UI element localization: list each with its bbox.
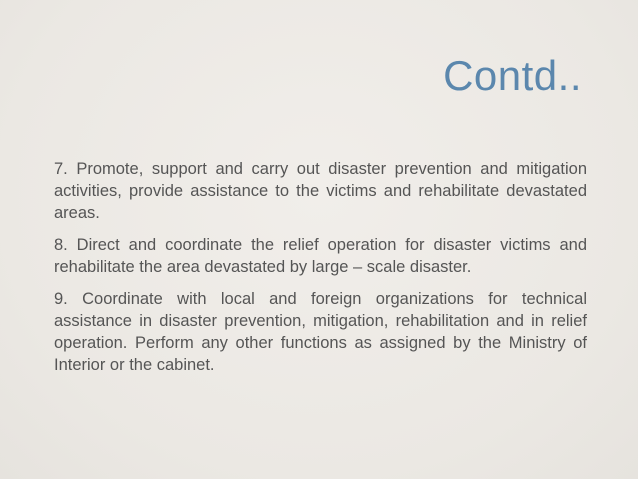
- slide-title: Contd..: [443, 52, 582, 99]
- slide-body: [54, 158, 587, 386]
- paragraph-8: 8. Direct and coordinate the relief operation for disaster victims and rehabilitate the area devastated by large – scale disaster.: [54, 236, 587, 276]
- paragraph-9: 9. Coordinate with local and foreign organizations for technical assistance in disaster prevention, mitigation, rehabilitation and in relief operation. Perform any other functions as assigned by the Ministry of Interior or the cabinet.: [54, 290, 587, 374]
- paragraph-7: 7. Promote, support and carry out disaster prevention and mitigation activities, provide assistance to the victims and rehabilitate devastated areas.: [54, 160, 587, 222]
